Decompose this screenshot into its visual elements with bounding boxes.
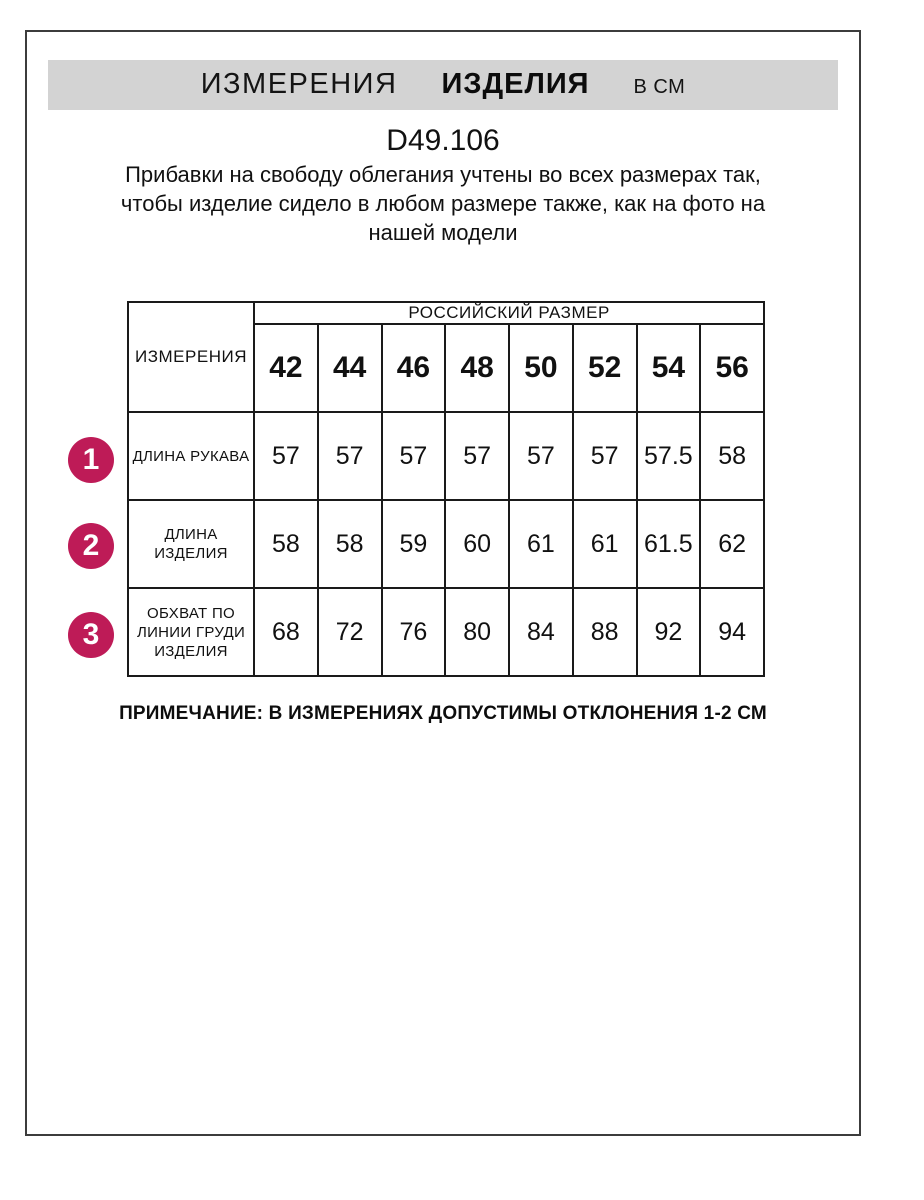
row-label: ДЛИНА РУКАВА — [128, 412, 254, 500]
size-column-header: 44 — [318, 324, 382, 412]
row-marker-badge: 2 — [68, 523, 114, 569]
measurement-value: 72 — [318, 588, 382, 676]
size-column-header: 56 — [700, 324, 764, 412]
product-code: D49.106 — [386, 124, 500, 157]
measurement-value: 61 — [573, 500, 637, 588]
header-title-bold: ИЗДЕЛИЯ — [441, 68, 590, 100]
size-group-header: РОССИЙСКИЙ РАЗМЕР — [254, 302, 764, 324]
measurement-value: 60 — [445, 500, 509, 588]
measurement-value: 88 — [573, 588, 637, 676]
measurement-value: 61.5 — [637, 500, 701, 588]
size-table — [127, 301, 765, 677]
measurement-value: 57 — [382, 412, 446, 500]
measurement-value: 59 — [382, 500, 446, 588]
measurement-value: 57 — [254, 412, 318, 500]
note-text: ПРИМЕЧАНИЕ: В ИЗМЕРЕНИЯХ ДОПУСТИМЫ ОТКЛОНЕНИЯ 1-2 СМ — [119, 703, 767, 724]
measurement-value: 92 — [637, 588, 701, 676]
product-description: Прибавки на свободу облегания учтены во всех размерах так, чтобы изделие сидело в любом размере также, как на фото на нашей модели — [120, 162, 766, 245]
measurement-value: 58 — [318, 500, 382, 588]
measurement-value: 57.5 — [637, 412, 701, 500]
row-marker-badge: 1 — [68, 437, 114, 483]
header-bar — [48, 60, 838, 110]
measurement-value: 58 — [254, 500, 318, 588]
size-column-header: 52 — [573, 324, 637, 412]
measurement-value: 76 — [382, 588, 446, 676]
size-column-header: 54 — [637, 324, 701, 412]
measurement-value: 57 — [509, 412, 573, 500]
measurement-value: 57 — [445, 412, 509, 500]
measurement-value: 80 — [445, 588, 509, 676]
header-title-regular: ИЗМЕРЕНИЯ — [200, 68, 398, 100]
measurement-value: 68 — [254, 588, 318, 676]
table-corner-header: ИЗМЕРЕНИЯ — [128, 302, 254, 412]
table-row — [128, 500, 764, 588]
size-column-header: 46 — [382, 324, 446, 412]
header-unit-label: В СМ — [633, 76, 686, 98]
row-marker-badge: 3 — [68, 612, 114, 658]
row-label: ОБХВАТ ПО ЛИНИИ ГРУДИ ИЗДЕЛИЯ — [128, 588, 254, 676]
measurement-value: 58 — [700, 412, 764, 500]
table-row — [128, 588, 764, 676]
measurement-value: 57 — [573, 412, 637, 500]
measurement-value: 84 — [509, 588, 573, 676]
size-column-header: 50 — [509, 324, 573, 412]
size-column-header: 48 — [445, 324, 509, 412]
measurement-value: 62 — [700, 500, 764, 588]
measurement-value: 61 — [509, 500, 573, 588]
size-column-header: 42 — [254, 324, 318, 412]
measurement-value: 94 — [700, 588, 764, 676]
row-label: ДЛИНА ИЗДЕЛИЯ — [128, 500, 254, 588]
table-row — [128, 412, 764, 500]
measurement-value: 57 — [318, 412, 382, 500]
